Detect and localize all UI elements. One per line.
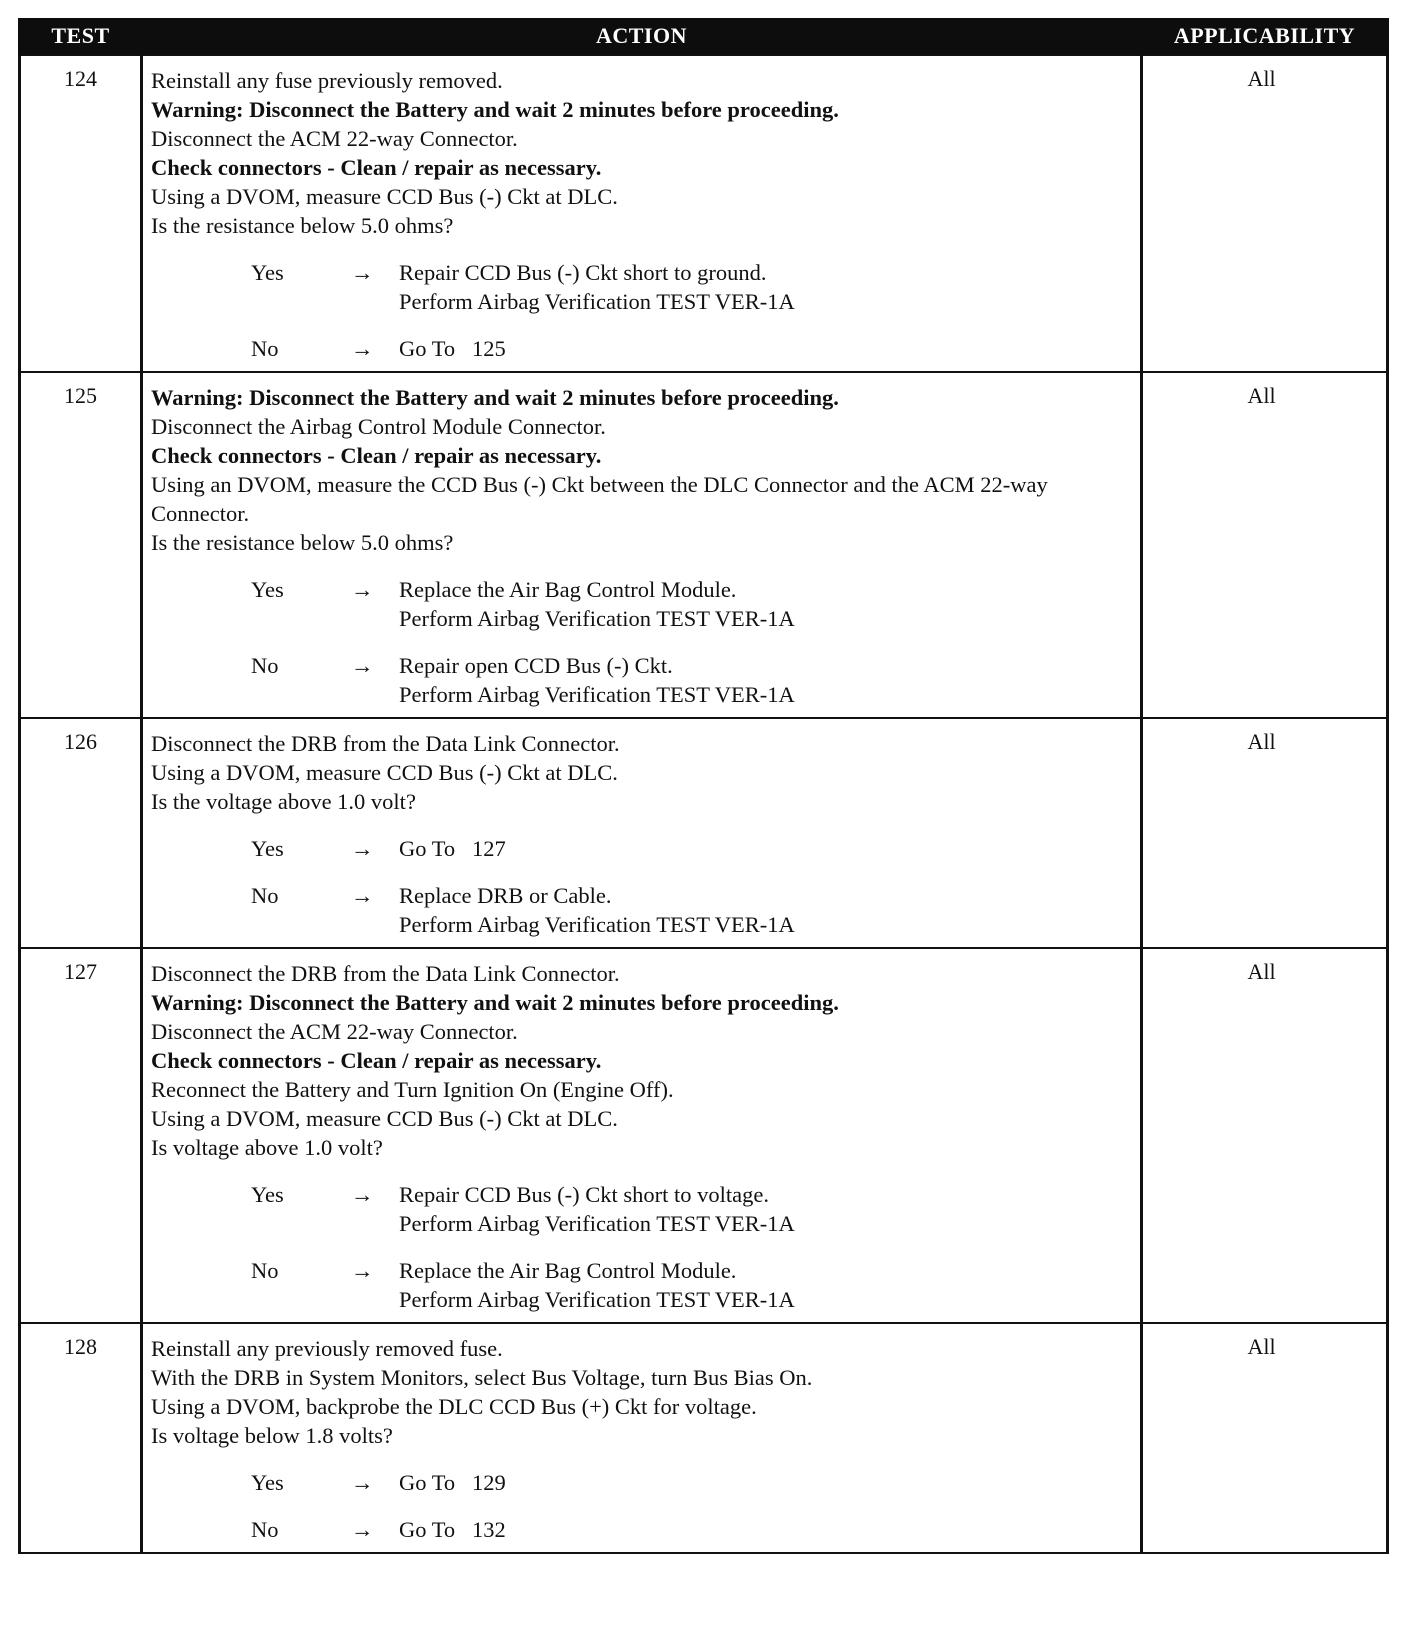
instruction-line: Using a DVOM, measure CCD Bus (-) Ckt at DLC.: [151, 1106, 618, 1131]
instruction-line: Disconnect the DRB from the Data Link Connector.: [151, 961, 620, 986]
right-arrow-icon: →: [351, 260, 374, 285]
warning-instruction: Check connectors - Clean / repair as necessary.: [151, 1048, 602, 1073]
instruction-line: Reconnect the Battery and Turn Ignition On (Engine Off).: [151, 1077, 674, 1102]
action-cell: [142, 55, 1142, 372]
header-applicability: APPLICABILITY: [1142, 18, 1388, 55]
result-line: Perform Airbag Verification TEST VER-1A: [399, 1211, 795, 1236]
right-arrow-icon: →: [351, 577, 374, 602]
answer-label: Yes: [251, 577, 284, 602]
instruction-line: Is voltage below 1.8 volts?: [151, 1423, 393, 1448]
answer-branch: [251, 1180, 1134, 1238]
warning-instruction: Warning: Disconnect the Battery and wait 2 minutes before proceeding.: [151, 385, 839, 410]
instruction-line: Disconnect the Airbag Control Module Connector.: [151, 414, 606, 439]
warning-instruction: Check connectors - Clean / repair as necessary.: [151, 155, 602, 180]
instruction-line: Disconnect the ACM 22-way Connector.: [151, 1019, 518, 1044]
answer-branch: [251, 334, 1134, 363]
table-body: [20, 55, 1388, 1553]
result-line: Repair CCD Bus (-) Ckt short to voltage.: [399, 1182, 769, 1207]
answer-branch: [251, 258, 1134, 316]
branch-result: [399, 258, 1134, 316]
answer-branch: [251, 881, 1134, 939]
result-line: Replace the Air Bag Control Module.: [399, 577, 737, 602]
test-number: 125: [20, 372, 142, 718]
applicability-value: All: [1142, 718, 1388, 948]
action-cell: [142, 718, 1142, 948]
table-row: [20, 948, 1388, 1323]
result-line: Go To 127: [399, 836, 506, 861]
right-arrow-icon: →: [351, 336, 374, 361]
result-line: Replace DRB or Cable.: [399, 883, 612, 908]
header-action: ACTION: [142, 18, 1142, 55]
instruction-line: Using a DVOM, backprobe the DLC CCD Bus (+) Ckt for voltage.: [151, 1394, 757, 1419]
right-arrow-icon: →: [351, 1470, 374, 1495]
branch-result: [399, 651, 1134, 709]
result-line: Go To 125: [399, 336, 506, 361]
table-row: [20, 372, 1388, 718]
warning-instruction: Warning: Disconnect the Battery and wait 2 minutes before proceeding.: [151, 990, 839, 1015]
right-arrow-icon: →: [351, 1258, 374, 1283]
applicability-value: All: [1142, 948, 1388, 1323]
right-arrow-icon: →: [351, 883, 374, 908]
answer-branch: [251, 651, 1134, 709]
branch-result: [399, 1515, 1134, 1544]
warning-instruction: Check connectors - Clean / repair as necessary.: [151, 443, 602, 468]
answer-branch: [251, 834, 1134, 863]
branch-result: [399, 834, 1134, 863]
right-arrow-icon: →: [351, 1517, 374, 1542]
table-header: [20, 18, 1388, 55]
branch-result: [399, 881, 1134, 939]
answer-label: No: [251, 1517, 279, 1542]
warning-instruction: Warning: Disconnect the Battery and wait 2 minutes before proceeding.: [151, 97, 839, 122]
answer-label: No: [251, 336, 279, 361]
result-line: Perform Airbag Verification TEST VER-1A: [399, 1287, 795, 1312]
result-line: Perform Airbag Verification TEST VER-1A: [399, 912, 795, 937]
instruction-line: Using an DVOM, measure the CCD Bus (-) Ckt between the DLC Connector and the ACM 22-way Connector.: [151, 472, 1048, 526]
instruction-line: Disconnect the ACM 22-way Connector.: [151, 126, 518, 151]
action-cell: [142, 372, 1142, 718]
answer-branch: [251, 575, 1134, 633]
instruction-line: With the DRB in System Monitors, select Bus Voltage, turn Bus Bias On.: [151, 1365, 813, 1390]
applicability-value: All: [1142, 55, 1388, 372]
instruction-line: Using a DVOM, measure CCD Bus (-) Ckt at DLC.: [151, 760, 618, 785]
right-arrow-icon: →: [351, 1182, 374, 1207]
branch-result: [399, 575, 1134, 633]
right-arrow-icon: →: [351, 836, 374, 861]
branch-result: [399, 1256, 1134, 1314]
instruction-line: Is voltage above 1.0 volt?: [151, 1135, 383, 1160]
answer-label: Yes: [251, 260, 284, 285]
result-line: Perform Airbag Verification TEST VER-1A: [399, 682, 795, 707]
table-row: [20, 1323, 1388, 1553]
test-number: 124: [20, 55, 142, 372]
instruction-line: Disconnect the DRB from the Data Link Connector.: [151, 731, 620, 756]
action-cell: [142, 1323, 1142, 1553]
result-line: Perform Airbag Verification TEST VER-1A: [399, 289, 795, 314]
action-cell: [142, 948, 1142, 1323]
instruction-line: Is the resistance below 5.0 ohms?: [151, 530, 454, 555]
test-number: 126: [20, 718, 142, 948]
answer-branch: [251, 1515, 1134, 1544]
header-test: TEST: [20, 18, 142, 55]
result-line: Repair open CCD Bus (-) Ckt.: [399, 653, 673, 678]
branch-result: [399, 1180, 1134, 1238]
instruction-line: Is the resistance below 5.0 ohms?: [151, 213, 454, 238]
instruction-line: Reinstall any previously removed fuse.: [151, 1336, 503, 1361]
result-line: Replace the Air Bag Control Module.: [399, 1258, 737, 1283]
answer-label: No: [251, 653, 279, 678]
result-line: Go To 132: [399, 1517, 506, 1542]
result-line: Go To 129: [399, 1470, 506, 1495]
table-row: [20, 55, 1388, 372]
applicability-value: All: [1142, 1323, 1388, 1553]
answer-label: No: [251, 883, 279, 908]
result-line: Repair CCD Bus (-) Ckt short to ground.: [399, 260, 767, 285]
answer-label: Yes: [251, 1470, 284, 1495]
answer-label: Yes: [251, 1182, 284, 1207]
applicability-value: All: [1142, 372, 1388, 718]
branch-result: [399, 334, 1134, 363]
diagnostic-procedure-sheet: [18, 18, 1386, 1628]
test-number: 128: [20, 1323, 142, 1553]
instruction-line: Reinstall any fuse previously removed.: [151, 68, 503, 93]
table-row: [20, 718, 1388, 948]
right-arrow-icon: →: [351, 653, 374, 678]
diagnostic-test-table: [18, 18, 1389, 1554]
result-line: Perform Airbag Verification TEST VER-1A: [399, 606, 795, 631]
branch-result: [399, 1468, 1134, 1497]
instruction-line: Is the voltage above 1.0 volt?: [151, 789, 416, 814]
answer-branch: [251, 1256, 1134, 1314]
answer-label: No: [251, 1258, 279, 1283]
test-number: 127: [20, 948, 142, 1323]
answer-branch: [251, 1468, 1134, 1497]
answer-label: Yes: [251, 836, 284, 861]
instruction-line: Using a DVOM, measure CCD Bus (-) Ckt at DLC.: [151, 184, 618, 209]
